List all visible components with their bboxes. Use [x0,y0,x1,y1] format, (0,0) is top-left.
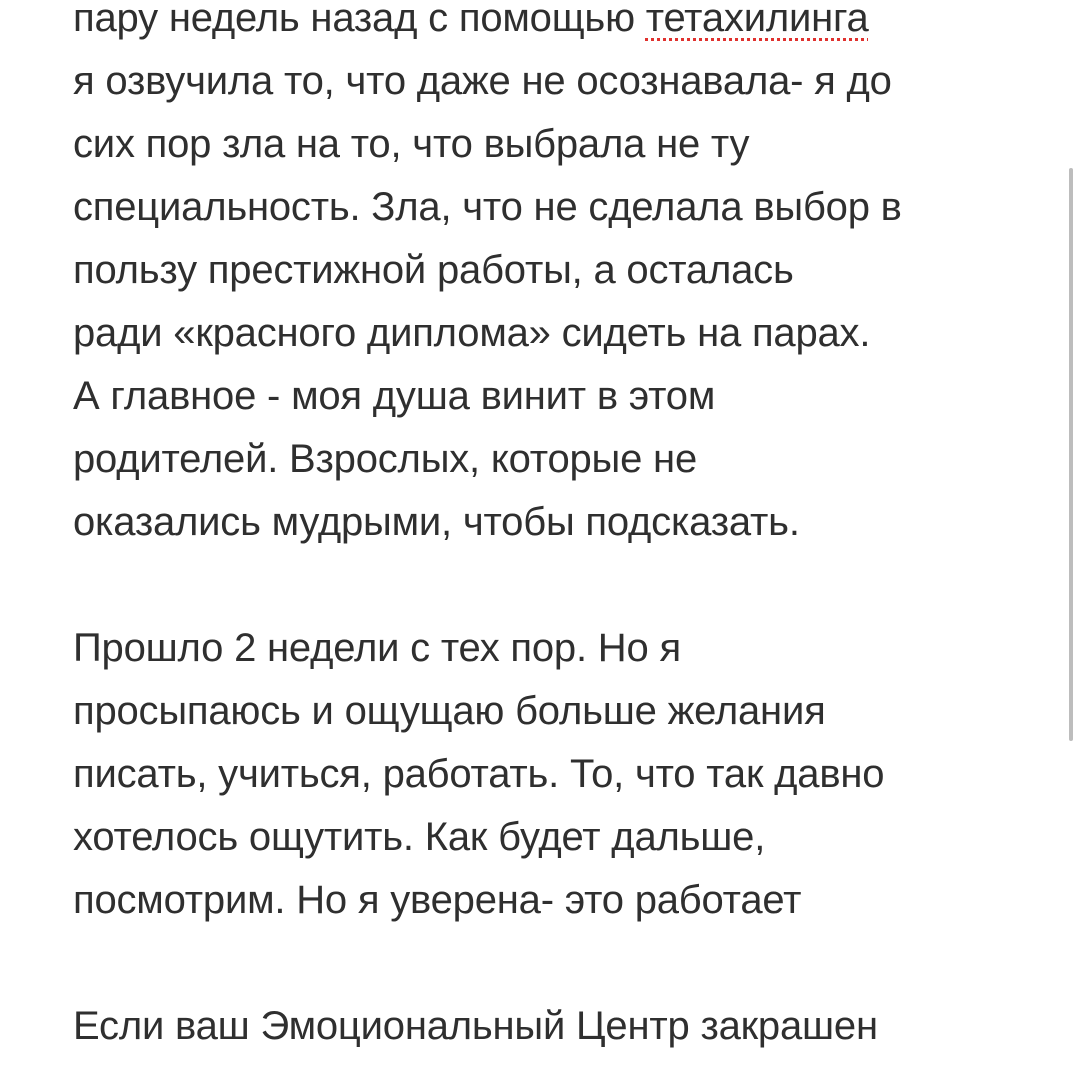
text-segment: пару недель назад с помощью [73,0,646,40]
text-line: хотелось ощутить. Как будет дальше, [73,815,766,859]
text-line: просыпаюсь и ощущаю больше желания [73,689,826,733]
text-line: специальность. Зла, что не сделала выбор в [73,185,902,229]
scrollbar-thumb[interactable] [1069,168,1073,741]
scrollbar[interactable] [1066,0,1080,1080]
text-line: посмотрим. Но я уверена- это работает [73,878,802,922]
text-line: сих пор зла на то, что выбрала не ту [73,122,750,166]
blank-line [73,932,1033,995]
text-line: писать, учиться, работать. То, что так давно [73,752,885,796]
text-line: Прошло 2 недели с тех пор. Но я [73,626,681,670]
text-line: А главное - моя душа винит в этом [73,374,716,418]
note-text-area[interactable] [73,0,1033,1058]
misspelled-word[interactable]: тетахилинга [645,0,869,40]
text-line [73,0,1033,50]
text-line: я озвучила то, что даже не осознавала- я до [73,59,892,103]
text-line: родителей. Взрослых, которые не [73,437,697,481]
text-line: оказались мудрыми, чтобы подсказать. [73,500,800,544]
text-line: ради «красного диплома» сидеть на парах. [73,311,871,355]
text-line: Если ваш Эмоциональный Центр закрашен [73,1004,878,1048]
blank-line [73,554,1033,617]
text-line: пользу престижной работы, а осталась [73,248,794,292]
